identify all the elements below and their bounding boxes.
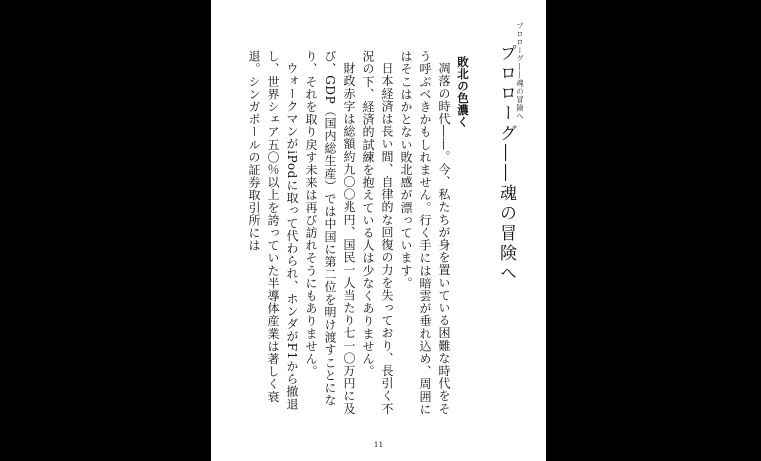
- chapter-title: プロローグ――魂の冒険へ: [496, 44, 516, 284]
- book-page: [211, 0, 546, 461]
- body-text: [244, 50, 472, 422]
- section-heading: 敗北の色濃く: [456, 55, 470, 128]
- paragraph-1: 凋落の時代――。今、私たちが身を置いている困難な時代をそう呼ぶべきかもしれません。行く手には暗雲が垂れ込め、周囲にはそこはかとない敗北感が漂っています。: [399, 50, 451, 416]
- running-head: プロローグ――魂の冒険へ: [516, 22, 525, 121]
- paragraph-2: 日本経済は長い間、自律的な回復の力を失っており、長引く不況の下、経済的試練を抱えている人は少なくありません。: [361, 50, 394, 415]
- page-number: 11: [373, 440, 384, 449]
- paragraph-3: 財政赤字は総額約九〇〇兆円、国民一人当たり七一〇万円に及び、GDP（国内総生産）では中国に第二位を明け渡すことになり、それを取り戻す未来は再び訪れそうにもありません。: [304, 50, 356, 415]
- paragraph-4: ウォークマンがiPodに取って代わられ、ホンダがF1から撤退し、世界シェア五〇％以上を誇っていた半導体産業は著しく衰退。シンガポールの証券取引所には: [247, 50, 299, 411]
